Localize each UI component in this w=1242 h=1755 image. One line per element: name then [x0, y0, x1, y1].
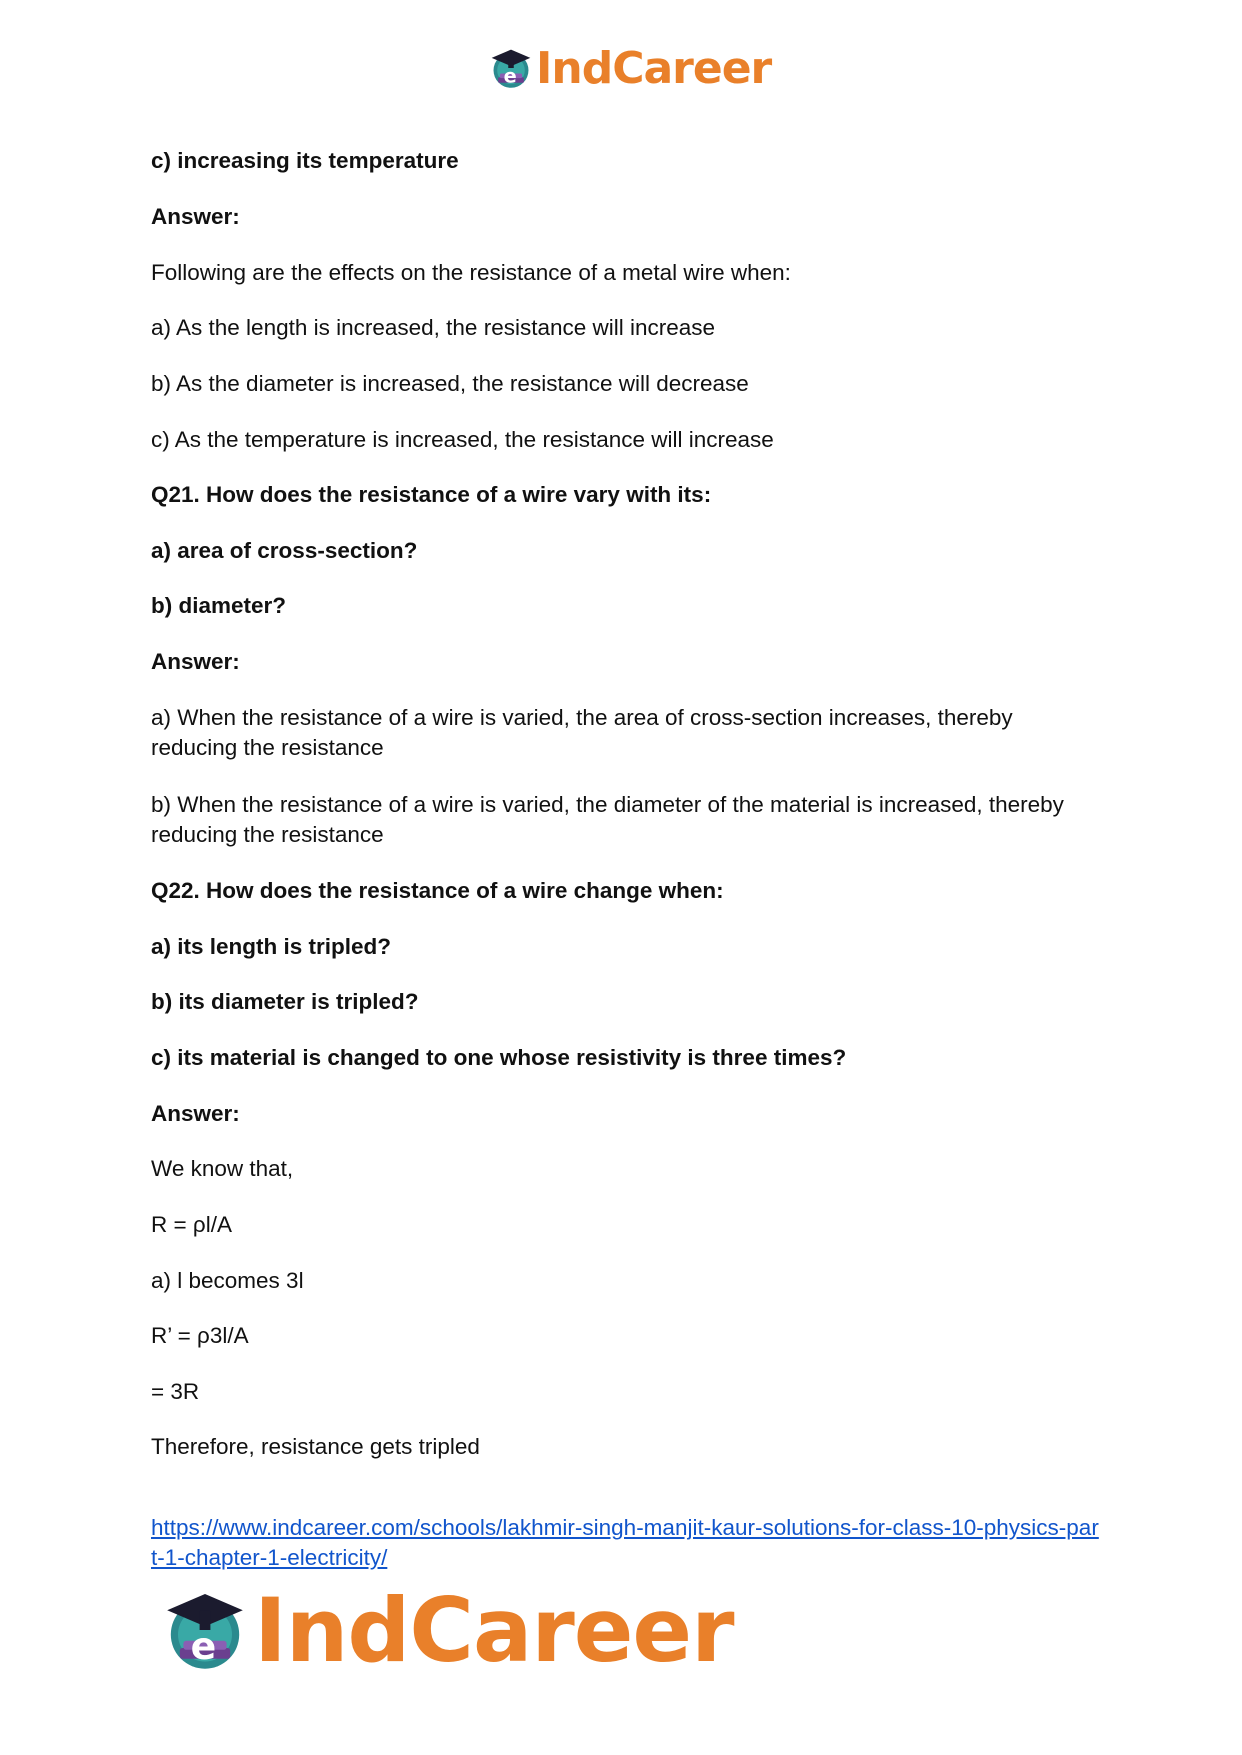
footer-logo [160, 1580, 734, 1680]
answer-text: Therefore, resistance gets tripled [151, 1434, 480, 1459]
answer-text: b) As the diameter is increased, the resistance will decrease [151, 371, 749, 396]
answer-text: b) When the resistance of a wire is varied, the diameter of the material is increased, thereby reducing the resistance [151, 792, 1064, 847]
formula: = 3R [151, 1379, 200, 1404]
question-heading: Q21. How does the resistance of a wire vary with its: [151, 482, 712, 507]
answer-text: Following are the effects on the resistance of a metal wire when: [151, 260, 791, 285]
answer-heading: Answer: [151, 204, 240, 229]
formula: R = ρl/A [151, 1212, 232, 1237]
question-part: c) its material is changed to one whose resistivity is three times? [151, 1045, 847, 1070]
question-part: b) diameter? [151, 593, 287, 618]
header-logo [488, 42, 771, 94]
source-link[interactable]: https://www.indcareer.com/schools/lakhmir-singh-manjit-kaur-solutions-for-class-10-physics-part-1-chapter-1-electricity/ [151, 1515, 1099, 1570]
answer-text: a) As the length is increased, the resistance will increase [151, 315, 716, 340]
formula: R’ = ρ3l/A [151, 1323, 249, 1348]
answer-text: c) As the temperature is increased, the resistance will increase [151, 427, 774, 452]
answer-heading: Answer: [151, 1101, 240, 1126]
question-part: a) its length is tripled? [151, 934, 392, 959]
answer-text: We know that, [151, 1156, 294, 1181]
svg-text:e: e [503, 64, 517, 88]
svg-text:e: e [190, 1623, 217, 1668]
graduation-cap-book-icon [488, 45, 534, 91]
graduation-cap-book-icon [160, 1585, 250, 1675]
brand-wordmark: IndCareer [536, 42, 772, 94]
answer-text: a) l becomes 3l [151, 1268, 304, 1293]
question-part: b) its diameter is tripled? [151, 989, 419, 1014]
question-heading: Q22. How does the resistance of a wire change when: [151, 878, 724, 903]
answer-heading: Answer: [151, 649, 240, 674]
question-part: c) increasing its temperature [151, 148, 459, 173]
brand-wordmark: IndCareer [254, 1578, 734, 1682]
question-part: a) area of cross-section? [151, 538, 418, 563]
answer-text: a) When the resistance of a wire is varied, the area of cross-section increases, thereby reducing the resistance [151, 705, 1013, 760]
